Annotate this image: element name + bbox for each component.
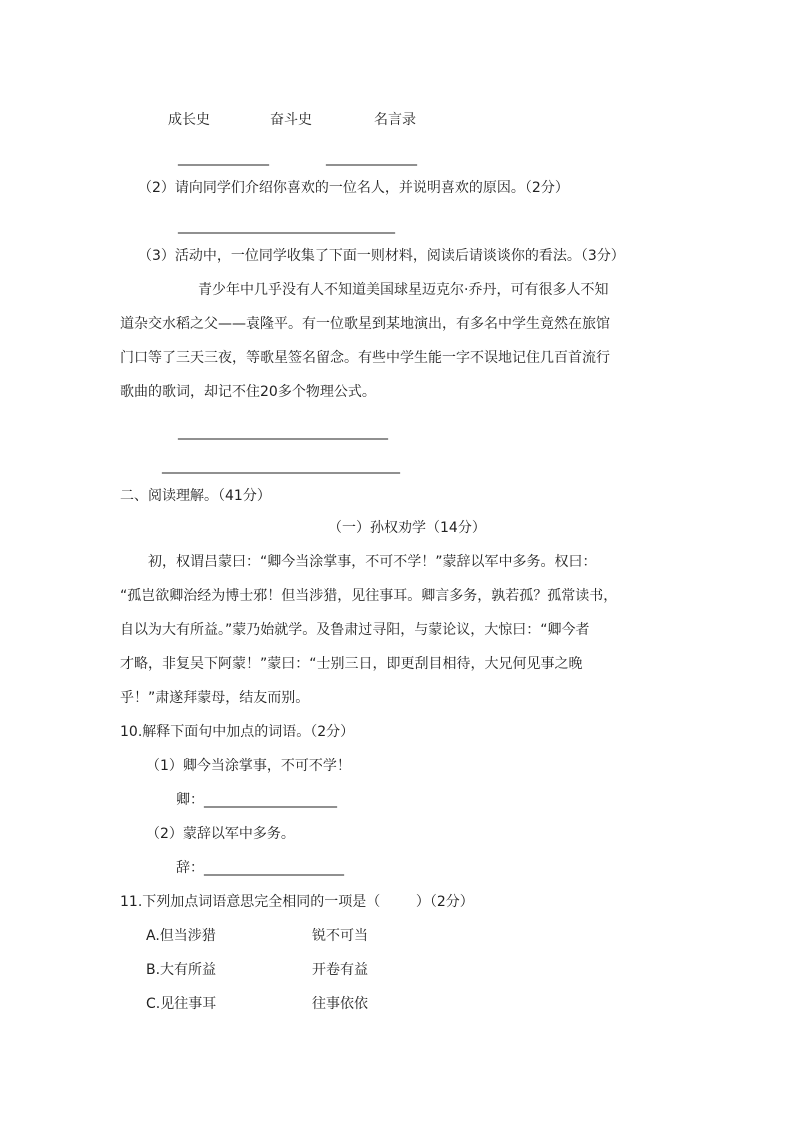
question-10-answer-2[interactable]: 辞：____________________ — [176, 860, 344, 876]
answer-blank-2[interactable]: _____________ — [326, 150, 417, 166]
question-3-blank-1[interactable]: ______________________________ — [178, 424, 388, 440]
material-line-2: 道杂交水稻之父——袁隆平。有一位歌星到某地演出，有多名中学生竟然在旅馆 — [120, 316, 610, 332]
question-3-blank-2[interactable]: __________________________________ — [162, 458, 400, 474]
question-10-item-1: （1）卿今当涂掌事，不可不学！ — [146, 758, 351, 774]
passage-line-5: 乎！”肃遂拜蒙母，结友而别。 — [120, 690, 310, 706]
option-b-right: 开卷有益 — [312, 962, 368, 978]
passage-line-3: 自以为大有所益。”蒙乃始就学。及鲁肃过寻阳，与蒙论议，大惊曰：“卿今者 — [120, 622, 590, 638]
question-11: 11.下列加点词语意思完全相同的一项是（ ）（2分） — [120, 894, 474, 910]
passage-title: （一）孙权劝学（14分） — [328, 520, 486, 536]
option-c-left: C.见往事耳 — [146, 996, 217, 1012]
label-struggle-history: 奋斗史 — [270, 112, 312, 128]
question-2: （2）请向同学们介绍你喜欢的一位名人，并说明喜欢的原因。（2分） — [138, 180, 569, 196]
option-c-right: 往事依依 — [312, 996, 368, 1012]
material-line-4: 歌曲的歌词，却记不住20多个物理公式。 — [120, 384, 376, 400]
question-3: （3）活动中，一位同学收集了下面一则材料，阅读后请谈谈你的看法。（3分） — [138, 248, 625, 264]
passage-line-4: 才略，非复吴下阿蒙！”蒙曰：“士别三日，即更刮目相待，大兄何见事之晚 — [120, 656, 583, 672]
label-quotes: 名言录 — [374, 112, 416, 128]
option-b-left: B.大有所益 — [146, 962, 217, 978]
question-10-answer-1[interactable]: 卿：___________________ — [176, 792, 337, 808]
passage-line-1: 初，权谓吕蒙曰：“卿今当涂掌事，不可不学！”蒙辞以军中多务。权曰： — [148, 554, 597, 570]
option-a-left: A.但当涉猎 — [146, 928, 216, 944]
material-line-1: 青少年中几乎没有人不知道美国球星迈克尔·乔丹，可有很多人不知 — [198, 282, 609, 298]
question-10-item-2: （2）蒙辞以军中多务。 — [146, 826, 295, 842]
section-heading: 二、阅读理解。（41分） — [120, 488, 271, 504]
material-line-3: 门口等了三天三夜，等歌星签名留念。有些中学生能一字不误地记住几百首流行 — [120, 350, 610, 366]
label-growth-history: 成长史 — [168, 112, 210, 128]
option-a-right: 锐不可当 — [312, 928, 368, 944]
answer-blank-1[interactable]: _____________ — [178, 150, 269, 166]
passage-line-2: “孤岂欲卿治经为博士邪！但当涉猎，见往事耳。卿言多务，孰若孤？孤常读书， — [120, 588, 618, 604]
question-2-blank[interactable]: _______________________________ — [178, 218, 395, 234]
question-10: 10.解释下面句中加点的词语。（2分） — [120, 724, 355, 740]
